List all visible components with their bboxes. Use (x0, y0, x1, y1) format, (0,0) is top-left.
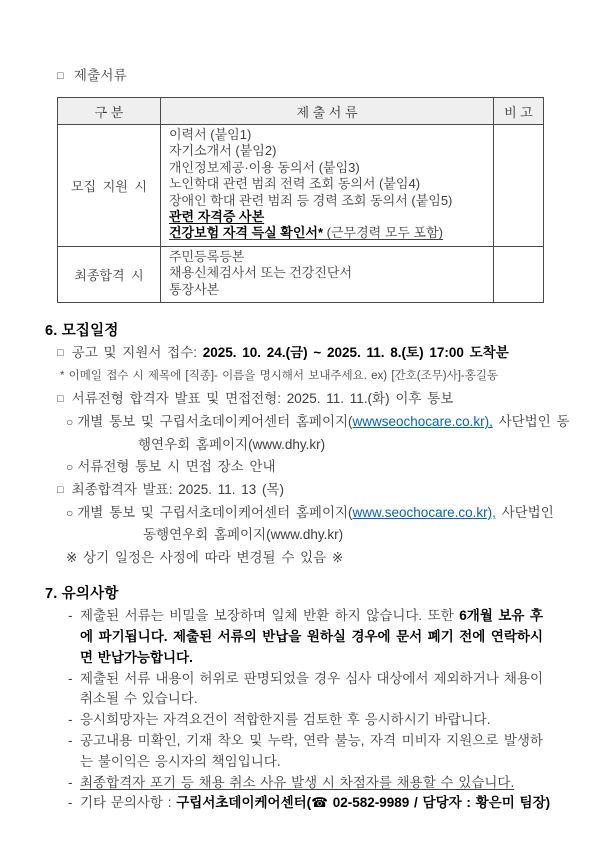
note-5-text: 최종합격자 포기 등 채용 취소 사유 발생 시 차점자를 채용할 수 있습니다. (80, 774, 515, 790)
column-header-documents: 제 출 서 류 (161, 98, 494, 125)
schedule-line-application (57, 342, 600, 365)
circle-bullet-icon: ○ (66, 505, 74, 520)
dash-bullet-icon: - (68, 732, 73, 748)
row-documents-final (161, 246, 494, 302)
schedule-email-note: * 이메일 접수 시 제목에 [직종]- 이름을 명시해서 보내주세요. ex) [간호(조무)사]-홍길동 (60, 370, 499, 383)
note-item-runner-up (68, 773, 543, 794)
doc-item-insurance-confirmation (169, 225, 485, 241)
note-item-confidentiality (68, 606, 543, 668)
dash-bullet-icon: - (68, 712, 73, 728)
notes-section-heading: 7. 유의사항 (45, 586, 119, 603)
doc-item: 노인학대 관련 범죄 전력 조회 동의서 (붙임4) (169, 176, 421, 192)
circle-bullet-icon: ○ (66, 460, 74, 475)
final-result-text: 최종합격자 발표: 2025. 11. 13 (목) (71, 481, 285, 497)
row-note-final (494, 246, 544, 302)
seochocare-link[interactable]: wwwseochocare.co.kr), (352, 414, 493, 430)
notify-2-tail: 사단법인 (495, 504, 554, 520)
table-row-final (58, 246, 544, 302)
note-item-applicant-responsibility (68, 731, 543, 773)
row-category-final: 최종합격 시 (58, 246, 161, 302)
square-bullet-icon: □ (57, 347, 64, 360)
square-bullet-icon: □ (57, 392, 64, 405)
seochocare-link[interactable]: www.seochocare.co.kr), (352, 504, 496, 520)
notify-1-text: 개별 통보 및 구립서초데이케어센터 홈페이지( (77, 414, 353, 430)
notify-2-text: 개별 통보 및 구립서초데이케어센터 홈페이지( (77, 504, 353, 520)
column-header-category: 구 분 (58, 98, 161, 125)
schedule-line-document-result (57, 388, 600, 411)
notify-1-tail: 사단법인 동 (492, 414, 570, 430)
note-item-qualification-check (68, 710, 543, 731)
doc-item: 통장사본 (169, 281, 220, 297)
note-1-text: 제출된 서류는 비밀을 보장하며 일체 반환 하지 않습니다. 또한 (80, 608, 460, 624)
doc-item-insurance-tail: (근무경력 모두 포함) (323, 225, 444, 241)
square-bullet-icon: □ (57, 483, 64, 496)
document-result-text: 서류전형 합격자 발표 및 면접전형: 2025. 11. 11.(화) 이후 통보 (71, 390, 454, 406)
application-period-dates: 2025. 10. 24.(금) ~ 2025. 11. 8.(토) 17:00 도착분 (202, 345, 509, 361)
note-1-bold: 6개월 보유 후에 파기됩니다. 제출된 서류의 반납을 원하실 경우에 문서 폐기 전에 연락하시면 반납가능합니다. (80, 608, 543, 665)
schedule-line-interview-place (66, 456, 600, 478)
row-note-apply (494, 125, 544, 247)
interview-place-text: 서류전형 통보 시 면접 장소 안내 (77, 459, 276, 475)
schedule-change-note: ※ 상기 일정은 사정에 따라 변경될 수 있음 ※ (66, 549, 344, 565)
schedule-section-heading: 6. 모집일정 (45, 323, 119, 340)
doc-item: 주민등록등본 (169, 248, 245, 264)
doc-item: 자기소개서 (붙임2) (169, 143, 277, 159)
note-4-text: 공고내용 미확인, 기재 착오 및 누락, 연락 불능, 자격 미비자 지원으로 발생하는 불이익은 응시자의 책임입니다. (80, 732, 543, 769)
dash-bullet-icon: - (68, 608, 73, 624)
notify-2-continuation: 동행연우회 홈페이지(www.dhy.kr) (143, 527, 344, 543)
table-row-apply (58, 125, 544, 247)
notify-1-continuation: 행연우회 홈페이지(www.dhy.kr) (138, 436, 326, 452)
submission-section-title (57, 64, 600, 84)
submission-documents-table (57, 97, 544, 303)
contact-org: 구립서초데이케어센터( (176, 795, 312, 811)
doc-item: 이력서 (붙임1) (169, 127, 252, 142)
circle-bullet-icon: ○ (66, 415, 74, 430)
doc-item: 장애인 학대 관련 범죄 등 경력 조회 동의서 (붙임5) (169, 192, 453, 208)
column-header-note: 비 고 (494, 98, 544, 125)
note-item-contact (68, 793, 551, 814)
doc-item-certificate-copy: 관련 자격증 사본 (169, 209, 265, 225)
doc-item: 채용신체검사서 또는 건강진단서 (169, 265, 353, 281)
application-period-label: 공고 및 지원서 접수: (71, 345, 203, 361)
note-2-text: 제출된 서류 내용이 허위로 판명되었을 경우 심사 대상에서 제외하거나 채용이 취소될 수 있습니다. (80, 670, 543, 707)
schedule-section (45, 342, 600, 569)
dash-bullet-icon: - (68, 670, 73, 686)
table-header-row (58, 98, 544, 125)
doc-item: 개인정보제공·이용 동의서 (붙임3) (169, 159, 360, 175)
schedule-line-final-result (57, 479, 600, 502)
notes-section (68, 606, 551, 814)
schedule-line-notify-1 (66, 411, 600, 433)
contact-label: 기타 문의사항 : (80, 795, 177, 811)
dash-bullet-icon: - (68, 795, 73, 811)
row-documents-apply (161, 125, 494, 247)
submission-title-text: 제출서류 (73, 68, 127, 83)
phone-icon: ☎ (311, 795, 328, 811)
note-item-false-info (68, 669, 543, 711)
square-bullet-icon: □ (57, 70, 64, 82)
schedule-line-notify-2 (66, 502, 600, 524)
contact-detail: 02-582-9989 / 담당자 : 황은미 팀장) (327, 795, 551, 811)
row-category-apply: 모집 지원 시 (58, 125, 161, 247)
note-3-text: 응시희망자는 자격요건이 적합한지를 검토한 후 응시하시기 바랍니다. (80, 712, 491, 728)
dash-bullet-icon: - (68, 774, 73, 790)
doc-item-insurance-bold: 건강보험 자격 득실 확인서* (169, 225, 324, 241)
